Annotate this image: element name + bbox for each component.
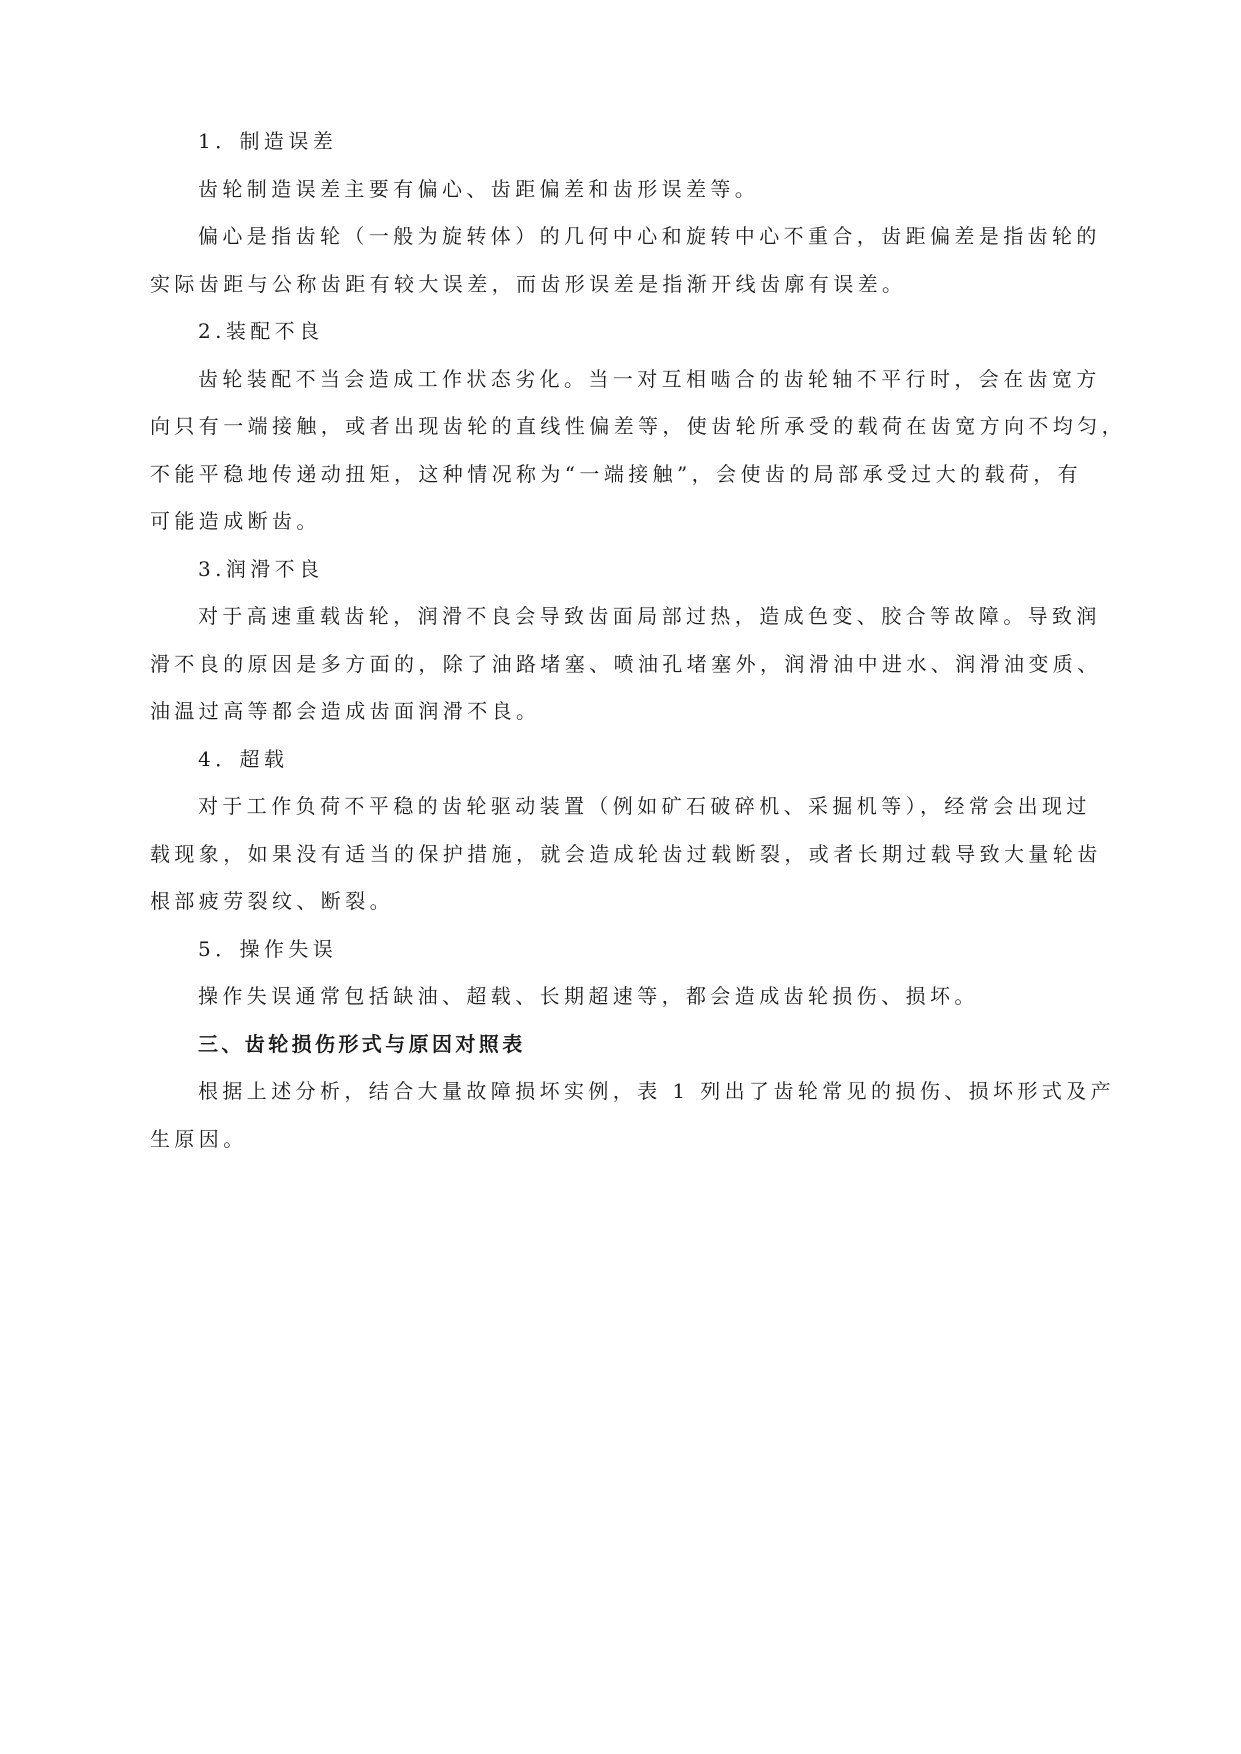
paragraph-line: 根部疲劳裂纹、断裂。 — [150, 889, 394, 913]
paragraph-line: 齿轮装配不当会造成工作状态劣化。当一对互相啮合的齿轮轴不平行时，会在齿宽方 — [198, 366, 1101, 391]
paragraph-line: 载现象，如果没有适当的保护措施，就会造成轮齿过载断裂，或者长期过载导致大量轮齿 — [150, 841, 1102, 866]
paragraph-line: 不能平稳地传递动扭矩，这种情况称为“一端接触”，会使齿的局部承受过大的载荷，有 — [150, 461, 1083, 486]
paragraph-line: 实际齿距与公称齿距有较大误差，而齿形误差是指渐开线齿廓有误差。 — [150, 271, 907, 296]
paragraph-line: 偏心是指齿轮（一般为旋转体）的几何中心和旋转中心不重合，齿距偏差是指齿轮的 — [198, 224, 1101, 248]
paragraph-line: 齿轮制造误差主要有偏心、齿距偏差和齿形误差等。 — [198, 176, 760, 201]
paragraph-line: 油温过高等都会造成齿面润滑不良。 — [150, 699, 541, 723]
paragraph-line: 操作失误通常包括缺油、超载、长期超速等，都会造成齿轮损伤、损坏。 — [198, 984, 979, 1008]
document-page — [150, 118, 1126, 1163]
heading-poor-lubrication: 3.润滑不良 — [198, 556, 324, 581]
heading-operation-error: 5．操作失误 — [198, 936, 338, 961]
paragraph-line: 滑不良的原因是多方面的，除了油路堵塞、喷油孔堵塞外，润滑油中进水、润滑油变质、 — [150, 651, 1102, 676]
paragraph-line: 可能造成断齿。 — [150, 509, 321, 533]
section-title-comparison-table: 三、齿轮损伤形式与原因对照表 — [198, 1031, 526, 1056]
paragraph-line: 生原因。 — [150, 1126, 248, 1151]
paragraph-line: 向只有一端接触，或者出现齿轮的直线性偏差等，使齿轮所承受的载荷在齿宽方向不均匀， — [150, 414, 1126, 438]
heading-poor-assembly: 2.装配不良 — [198, 319, 324, 343]
heading-manufacturing-error: 1．制造误差 — [198, 129, 338, 153]
heading-overload: 4．超载 — [198, 746, 289, 771]
paragraph-line: 对于高速重载齿轮，润滑不良会导致齿面局部过热，造成色变、胶合等故障。导致润 — [198, 604, 1101, 628]
paragraph-line: 对于工作负荷不平稳的齿轮驱动装置（例如矿石破碎机、采掘机等），经常会出现过 — [198, 794, 1091, 818]
paragraph-line: 根据上述分析，结合大量故障损坏实例，表 1 列出了齿轮常见的损伤、损坏形式及产 — [198, 1079, 1116, 1103]
